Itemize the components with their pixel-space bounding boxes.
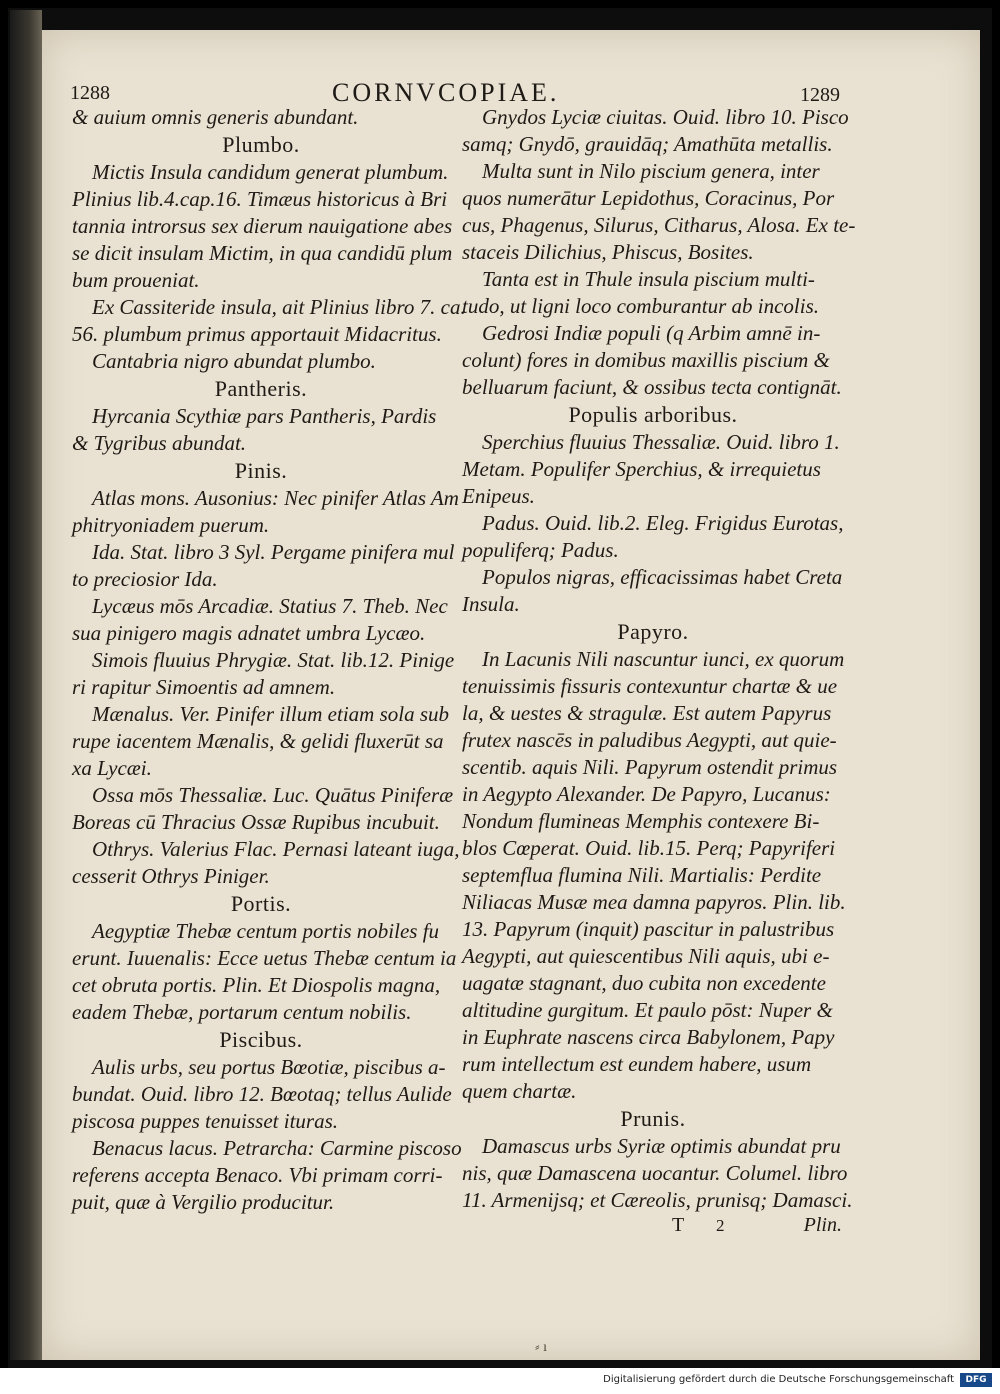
text-line: scentib. aquis Nili. Papyrum ostendit primus [462,755,838,779]
text-line: Nondum flumineas Memphis contexere Bi- [462,809,820,833]
page-number-left: 1288 [70,82,110,104]
text-line: Tanta est in Thule insula piscium multi- [482,267,815,291]
text-line: quos numerātur Lepidothus, Coracinus, Por [462,186,835,210]
text-line: Benacus lacus. Petrarcha: Carmine piscoso [92,1136,462,1160]
text-line: puit, quæ à Vergilio producitur. [72,1190,335,1214]
section-heading: Populis arboribus. [568,402,738,427]
section-heading: Pantheris. [214,376,308,401]
text-line: Lycæus mōs Arcadiæ. Statius 7. Theb. Nec [92,594,448,618]
text-line: 11. Armenijsq; et Cæreolis, prunisq; Damasci. [462,1188,853,1212]
text-line: Gedrosi Indiæ populi (q Arbim amnē in- [482,321,821,345]
text-line: Plinius lib.4.cap.16. Timæus historicus à Bri [72,187,448,211]
text-line: Ida. Stat. libro 3 Syl. Pergame pinifera mul [92,540,455,564]
text-line: & auium omnis generis abundant. [72,105,359,129]
section-heading: Prunis. [620,1106,686,1131]
text-line: Aegypti, aut quiescentibus Nili aquis, ubi e- [462,944,830,968]
section-heading: Papyro. [617,619,689,644]
text-line: & Tygribus abundat. [72,431,247,455]
text-line: uagatæ stagnant, duo cubita non excedente [462,971,826,995]
text-line: Aulis urbs, seu portus Bœotiæ, piscibus a- [92,1055,446,1079]
text-line: In Lacunis Nili nascuntur iunci, ex quorum [482,647,845,671]
text-line: 56. plumbum primus apportauit Midacritus. [72,322,442,346]
text-line: Padus. Ouid. lib.2. Eleg. Frigidus Eurotas, [482,511,844,535]
text-line: rupe iacentem Mænalis, & gelidi fluxerūt sa [72,729,444,753]
text-line: frutex nascēs in paludibus Aegypti, aut quie- [462,728,837,752]
running-title: CORNVCOPIAE. [332,78,560,107]
funding-credit: Digitalisierung gefördert durch die Deutsche Forschungsgemeinschaft [603,1374,954,1385]
text-line: tenuissimis fissuris contexuntur chartæ & ue [462,674,838,698]
text-line: Gnydos Lyciæ ciuitas. Ouid. libro 10. Pisco [482,105,849,129]
text-line: altitudine gurgitum. Et paulo pōst: Nuper & [462,998,833,1022]
text-line: referens accepta Benaco. Vbi primam corri- [72,1163,443,1187]
footer-bar [0,1368,1000,1394]
text-line: Boreas cū Thracius Ossæ Rupibus incubuit. [72,810,440,834]
text-line: eadem Thebæ, portarum centum nobilis. [72,1000,412,1024]
text-line: Ossa mōs Thessaliæ. Luc. Quātus Piniferæ [92,783,454,807]
text-line: Enipeus. [462,484,535,508]
right-column [462,104,856,1214]
text-line: la, & uestes & stragulæ. Est autem Papyrus [462,701,832,725]
text-line: 13. Papyrum (inquit) pascitur in palustribus [462,917,835,941]
text-line: in Euphrate nascens circa Babylonem, Papy [462,1025,835,1049]
text-line: Populos nigras, efficacissimas habet Creta [482,565,843,589]
signature-line [672,1214,842,1242]
text-line: sua pinigero magis adnatet umbra Lycæo. [72,621,426,645]
text-line: samq; Gnydō, grauidāq; Amathūta metallis. [462,132,833,156]
text-line: in Aegypto Alexander. De Papyro, Lucanus: [462,782,831,806]
text-line: Atlas mons. Ausonius: Nec pinifer Atlas Am [92,486,459,510]
text-line: xa Lycæi. [72,756,152,780]
text-line: Insula. [462,592,520,616]
text-line: Mænalus. Ver. Pinifer illum etiam sola sub [92,702,449,726]
text-line: belluarum faciunt, & ossibus tecta contignāt. [462,375,842,399]
text-line: Aegyptiæ Thebæ centum portis nobiles fu [92,919,440,943]
text-line: Cantabria nigro abundat plumbo. [92,349,376,373]
text-line: to preciosior Ida. [72,567,218,591]
text-line: Hyrcania Scythiæ pars Pantheris, Pardis [92,404,437,428]
book-gutter [10,10,42,1360]
left-column [72,104,466,1216]
text-line: cet obruta portis. Plin. Et Diospolis magna, [72,973,441,997]
section-heading: Piscibus. [219,1027,303,1052]
text-line: Simois fluuius Phrygiæ. Stat. lib.12. Pinige [92,648,455,672]
text-line: colunt) fores in domibus maxillis piscium & [462,348,830,372]
text-line: ri rapitur Simoentis ad amnem. [72,675,336,699]
catchword: Plin. [803,1214,842,1236]
text-line: erunt. Iuuenalis: Ecce uetus Thebæ centum ia [72,946,457,970]
text-line: bundat. Ouid. libro 12. Bœotaq; tellus Aulide [72,1082,452,1106]
signature-number: 2 [716,1216,725,1235]
text-line: bum proueniat. [72,268,200,292]
page-number-right: 1289 [800,84,840,106]
text-line: quem chartæ. [462,1079,577,1103]
text-line: Multa sunt in Nilo piscium genera, inter [482,159,820,183]
text-line: cesserit Othrys Piniger. [72,864,270,888]
text-line: piscosa puppes tenuisset ituras. [72,1109,338,1133]
text-line: blos Cœperat. Ouid. lib.15. Perq; Papyriferi [462,836,836,860]
text-line: nis, quæ Damascena uocantur. Columel. libro [462,1161,848,1185]
text-line: Damascus urbs Syriæ optimis abundat pru [482,1134,841,1158]
dfg-logo: DFG [960,1373,992,1387]
section-heading: Plumbo. [222,132,300,157]
text-line: cus, Phagenus, Silurus, Citharus, Alosa. Ex te- [462,213,856,237]
text-line: Sperchius fluuius Thessaliæ. Ouid. libro 1. [482,430,840,454]
text-line: staceis Dilichius, Phiscus, Bosites. [462,240,754,264]
text-line: Ex Cassiteride insula, ait Plinius libro 7. ca. [92,295,466,319]
text-line: populiferq; Padus. [462,538,619,562]
text-line: se dicit insulam Mictim, in qua candidū plum [72,241,453,265]
text-line: tannia introrsus sex dierum nauigatione abes [72,214,453,238]
signature-letter: T [672,1214,685,1236]
text-line: Othrys. Valerius Flac. Pernasi lateant iuga, [92,837,460,861]
bottom-mark: ⸗ ı [535,1340,548,1355]
text-line: Niliacas Musæ mea damna papyros. Plin. lib. [462,890,846,914]
text-line: tudo, ut ligni loco comburantur ab incolis. [462,294,819,318]
text-line: septemflua flumina Nili. Martialis: Perdite [462,863,822,887]
text-line: rum intellectum est eundem habere, usum [462,1052,812,1076]
section-heading: Portis. [230,891,292,916]
section-heading: Pinis. [234,458,288,483]
text-line: phitryoniadem puerum. [72,513,270,537]
text-line: Metam. Populifer Sperchius, & irrequietus [462,457,821,481]
text-line: Mictis Insula candidum generat plumbum. [92,160,449,184]
